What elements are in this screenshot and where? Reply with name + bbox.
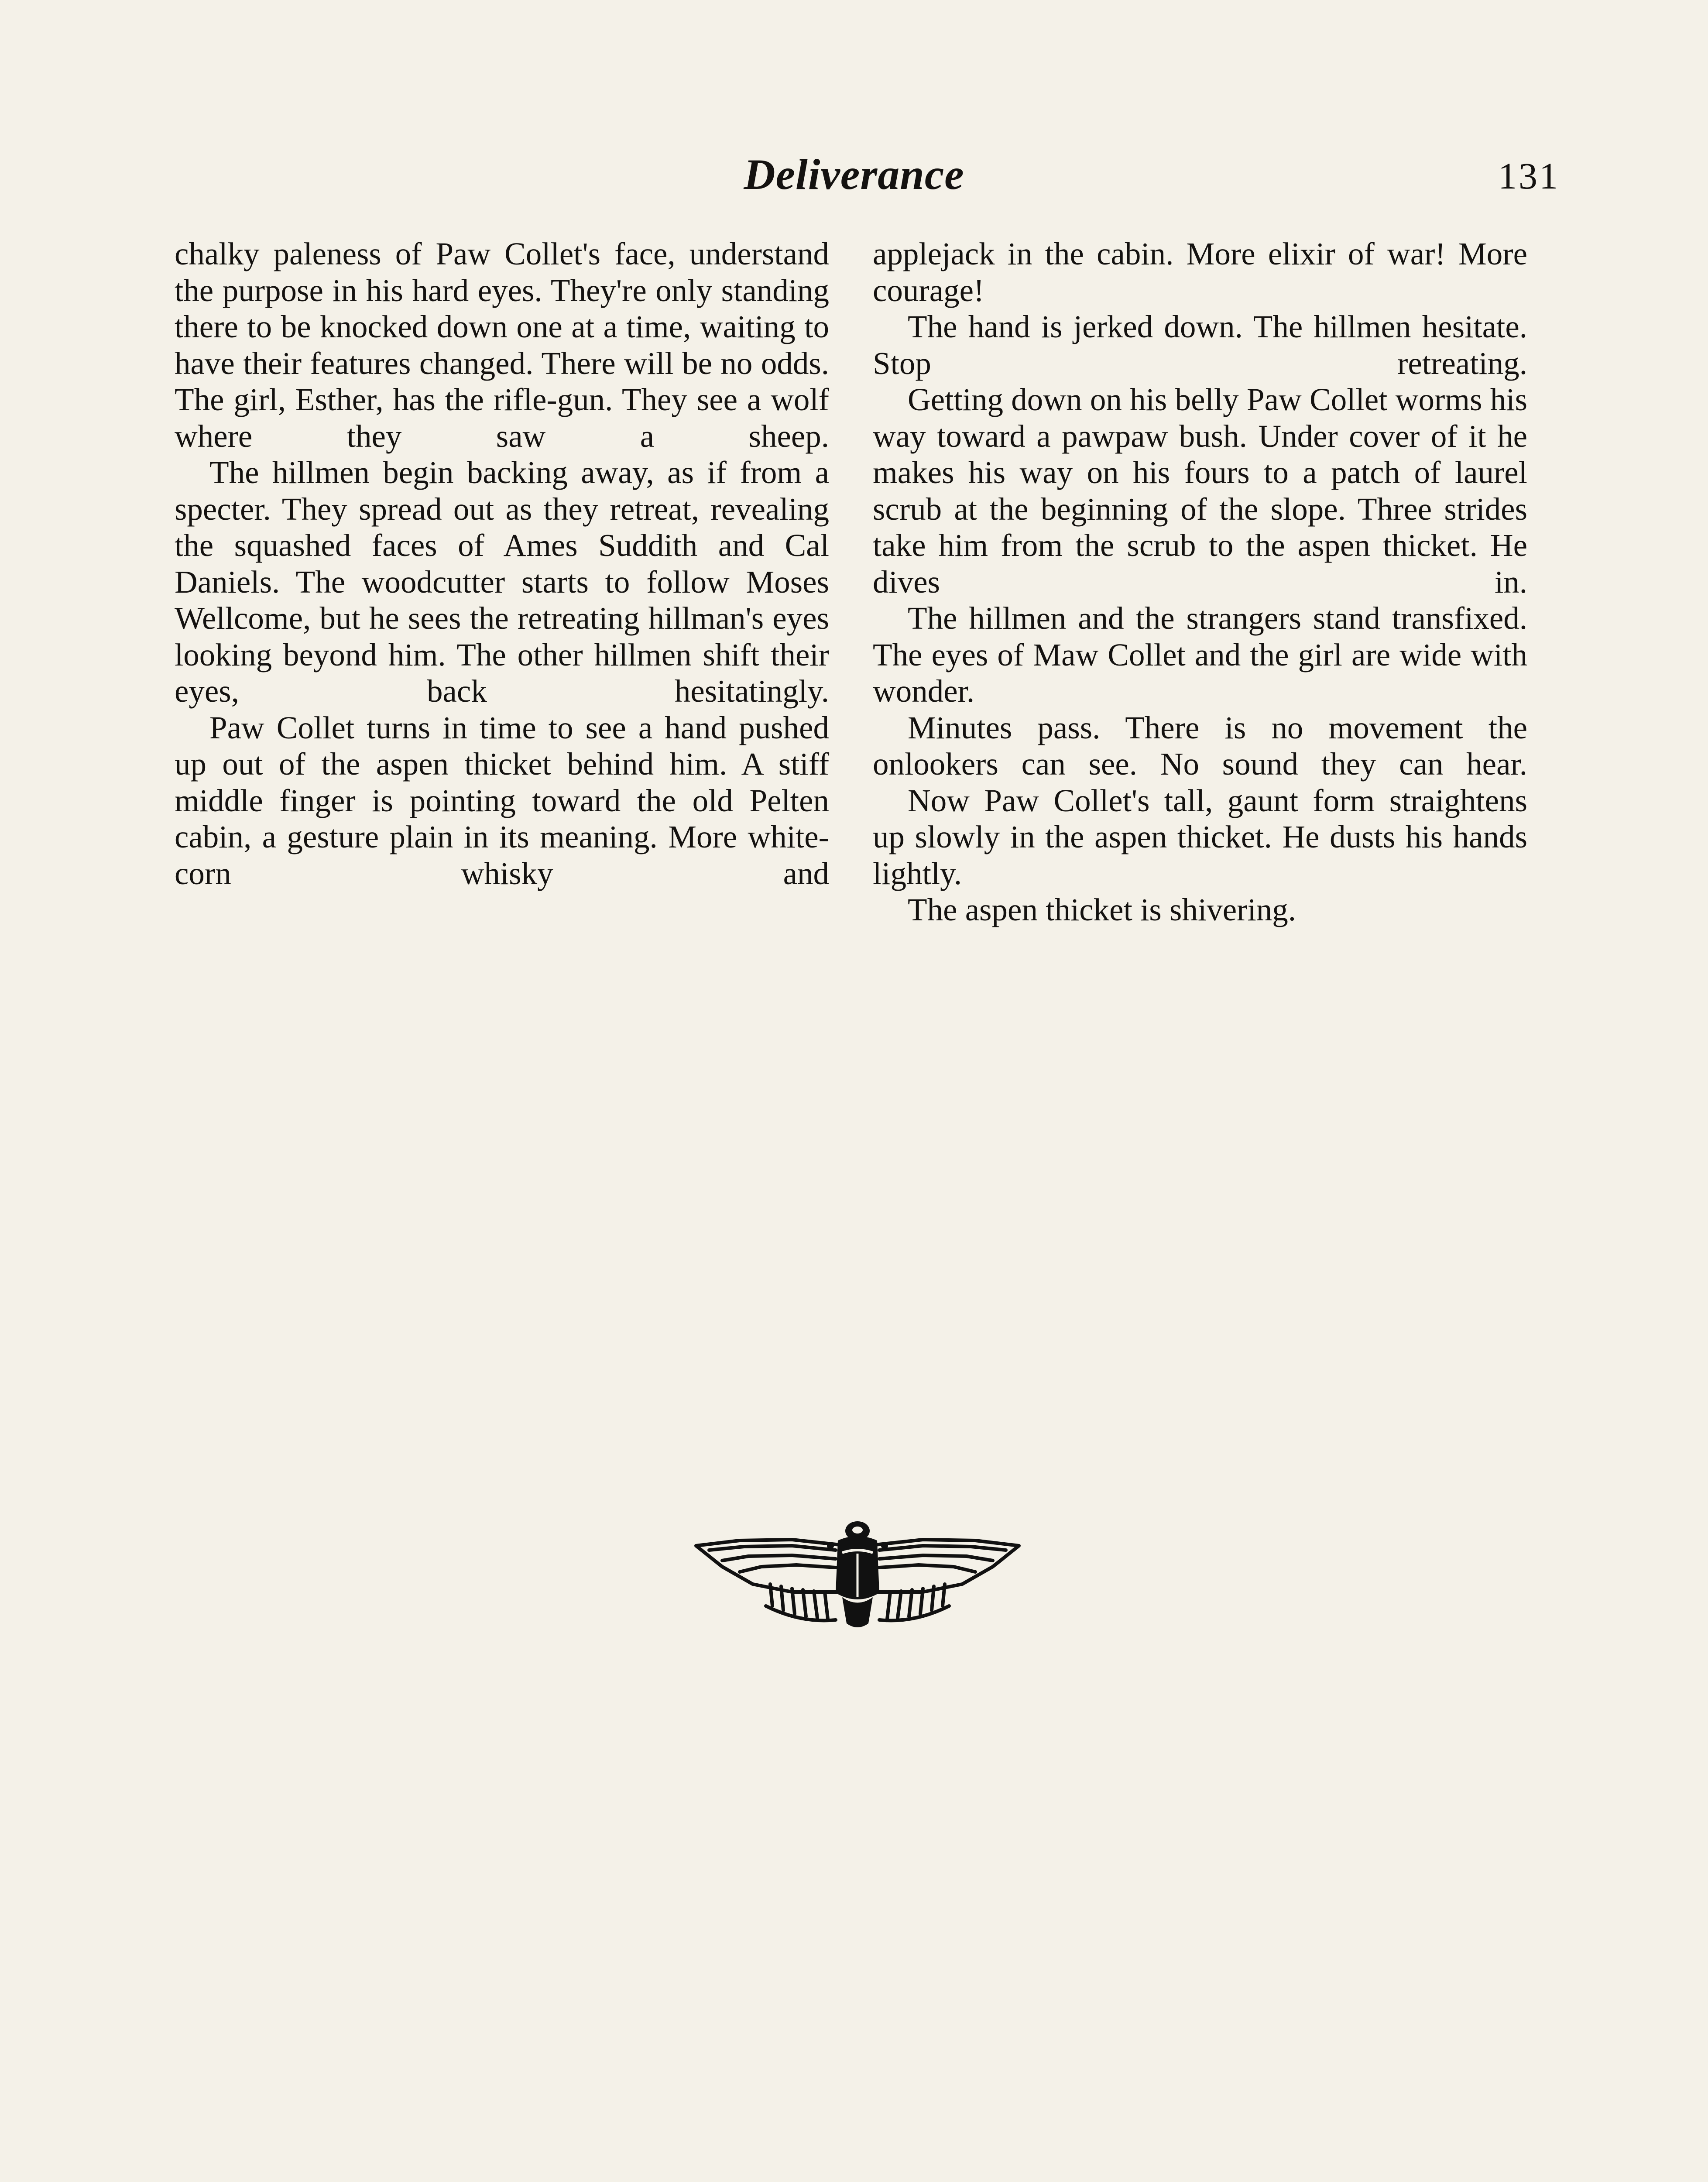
running-head [175,144,1560,205]
page-title: Deliverance [744,150,964,199]
paragraph: The hillmen and the strangers stand transfixed. The eyes of Maw Collet and the girl are wide with wonder. [873,600,1527,709]
paragraph: Now Paw Collet's tall, gaunt form straightens up slowly in the aspen thicket. He dusts his hands lightly. [873,782,1527,891]
story-text [175,236,1532,1021]
paragraph: The hand is jerked down. The hillmen hesitate. Stop retreating. [873,309,1527,381]
right-column [873,236,1527,928]
paragraph: The hillmen begin backing away, as if from a specter. They spread out as they retreat, revealing the squashed faces of Ames Suddith and Cal Daniels. The woodcutter starts to follow Moses Wellcome, but he sees the retreating hillman's eyes looking beyond him. The other hillmen shift their eyes, back hesitatingly. [175,455,829,709]
page-number: 131 [1498,155,1560,197]
winged-scarab-icon [692,1519,1023,1632]
paragraph: The aspen thicket is shivering. [908,892,1296,927]
paragraph: Getting down on his belly Paw Collet worms his way toward a pawpaw bush. Under cover of it he makes his way on his fours to a patch of laurel scrub at the beginning of the slope. Three strides take him from the scrub to the aspen thicket. He dives in. [873,382,1527,600]
paragraph: Paw Collet turns in time to see a hand pushed up out of the aspen thicket behind him. A stiff middle finger is pointing toward the old Pelten cabin, a gesture plain in its meaning. More white-corn whisky and [175,710,829,891]
paragraph: applejack in the cabin. More elixir of war! More courage! [873,236,1527,308]
left-column [175,236,829,892]
paragraph: chalky paleness of Paw Collet's face, understand the purpose in his hard eyes. They're only standing there to be knocked down one at a time, waiting to have their features changed. There will be no odds. The girl, Esther, has the rifle-gun. They see a wolf where they saw a sheep. [175,236,829,454]
paragraph: Minutes pass. There is no movement the onlookers can see. No sound they can hear. [873,710,1527,782]
